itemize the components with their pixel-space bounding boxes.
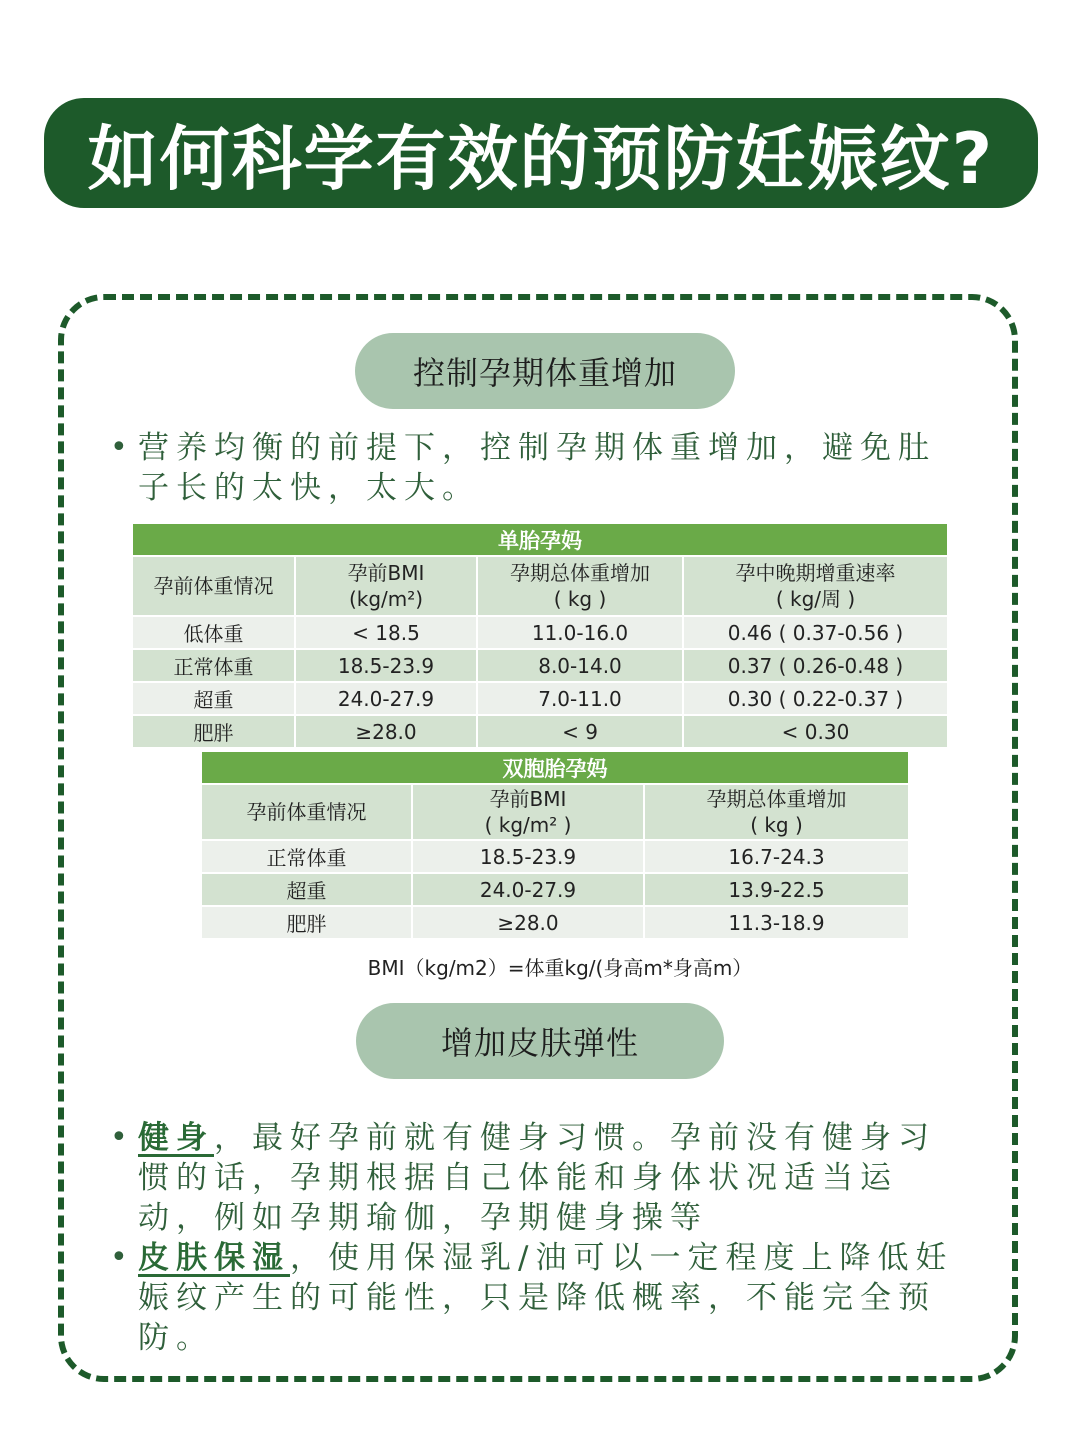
bullet-text: 营养均衡的前提下，控制孕期体重增加，避免肚子长的太快，太大。 [138, 430, 936, 506]
table-cell: 低体重 [133, 616, 295, 649]
table-row [202, 840, 908, 873]
table-row [202, 873, 908, 906]
table-cell: 13.9-22.5 [644, 873, 908, 906]
bullet-dot-icon: • [110, 430, 135, 465]
column-header: 孕前BMI ( kg/m² ) [412, 784, 644, 840]
column-header: 孕中晚期增重速率 ( kg/周 ) [683, 556, 947, 616]
list-item [110, 1118, 972, 1238]
title-banner [44, 98, 1038, 208]
table-cell: 18.5-23.9 [295, 649, 477, 682]
table-cell: 8.0-14.0 [477, 649, 683, 682]
column-header: 孕前BMI (kg/m²) [295, 556, 477, 616]
table-row [133, 616, 947, 649]
table-row [133, 682, 947, 715]
table-cell: 0.30 ( 0.22-0.37 ) [683, 682, 947, 715]
table-row [133, 715, 947, 748]
list-item [110, 1238, 972, 1358]
keyword-highlight: 健身 [138, 1120, 214, 1156]
table-cell: < 9 [477, 715, 683, 748]
table-cell: 超重 [202, 873, 412, 906]
table-cell: 正常体重 [202, 840, 412, 873]
bullet-text: ，最好孕前就有健身习惯。孕前没有健身习惯的话，孕期根据自己体能和身体状况适当运动，例如孕期瑜伽，孕期健身操等 [138, 1120, 936, 1236]
bullet-text: ，使用保湿乳/油可以一定程度上降低妊娠纹产生的可能性，只是降低概率，不能完全预防。 [138, 1240, 954, 1356]
column-header: 孕期总体重增加 ( kg ) [477, 556, 683, 616]
list-item [110, 428, 960, 508]
table-row [202, 906, 908, 939]
table-cell: 肥胖 [133, 715, 295, 748]
table-caption: 双胞胎孕妈 [202, 752, 908, 784]
table-cell: 0.37 ( 0.26-0.48 ) [683, 649, 947, 682]
table-cell: ≥28.0 [295, 715, 477, 748]
bullet-dot-icon: • [110, 1240, 135, 1275]
table-cell: 18.5-23.9 [412, 840, 644, 873]
column-header: 孕前体重情况 [133, 556, 295, 616]
table-cell: 肥胖 [202, 906, 412, 939]
table-caption: 单胎孕妈 [133, 524, 947, 556]
column-header: 孕期总体重增加 ( kg ) [644, 784, 908, 840]
table-row [133, 649, 947, 682]
bmi-formula: BMI（kg/m2）=体重kg/(身高m*身高m） [367, 956, 753, 980]
table-cell: 0.46 ( 0.37-0.56 ) [683, 616, 947, 649]
bullet-list-skin [110, 1118, 972, 1358]
table-cell: 超重 [133, 682, 295, 715]
single-pregnancy-table [133, 524, 947, 749]
table-cell: 7.0-11.0 [477, 682, 683, 715]
table-cell: 24.0-27.9 [412, 873, 644, 906]
table-cell: < 18.5 [295, 616, 477, 649]
twin-pregnancy-table [202, 752, 908, 940]
column-header: 孕前体重情况 [202, 784, 412, 840]
table-cell: ≥28.0 [412, 906, 644, 939]
table-cell: 正常体重 [133, 649, 295, 682]
table-cell: 24.0-27.9 [295, 682, 477, 715]
keyword-highlight: 皮肤保湿 [138, 1240, 290, 1276]
table-cell: 11.3-18.9 [644, 906, 908, 939]
table-cell: 16.7-24.3 [644, 840, 908, 873]
bullet-list-weight [110, 428, 960, 508]
section-heading-weight: 控制孕期体重增加 [355, 333, 735, 409]
table-cell: < 0.30 [683, 715, 947, 748]
page-title: 如何科学有效的预防妊娠纹? [87, 117, 995, 200]
table-cell: 11.0-16.0 [477, 616, 683, 649]
bullet-dot-icon: • [110, 1120, 135, 1155]
section-heading-skin: 增加皮肤弹性 [356, 1003, 724, 1079]
